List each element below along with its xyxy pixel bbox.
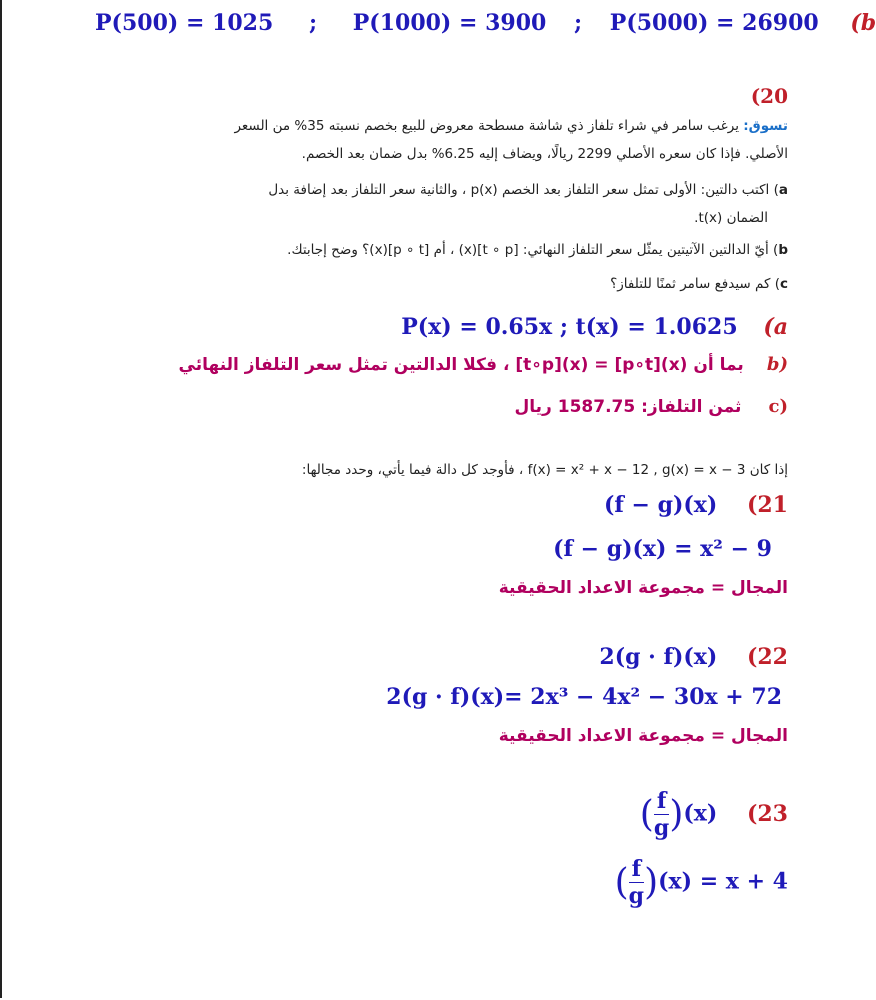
question-number-22: (22 — [746, 644, 788, 670]
part-c-text: كم سيدفع سامر ثمنًا للتلفاز؟ — [610, 276, 771, 292]
question-23-answer-rhs: (x) = x + 4 — [658, 868, 788, 895]
answer-c-text: ثمن التلفاز: 1587.75 ريال — [514, 397, 742, 417]
question-22-line — [599, 644, 788, 670]
question-21-line — [604, 492, 788, 518]
question-21-domain: المجال = مجموعة الاعداد الحقيقية — [498, 578, 788, 598]
question-23-arg: (x) — [683, 800, 718, 827]
question-number-23: (23 — [746, 800, 788, 827]
keyword-shopping: تسوق: — [743, 118, 788, 134]
part-b-text: أيّ الدالتين الآتيتين يمثّل سعر التلفاز النهائي: [t ∘ p](x) ، أم [p ∘ t](x)؟ وضح إجابتك. — [287, 242, 769, 258]
question-21-answer: (f − g)(x) = x² − 9 — [553, 536, 772, 562]
part-b-label: b — [778, 242, 788, 258]
answer-c-label: (c — [768, 396, 788, 417]
question-22-expr: 2(g · f)(x) — [599, 644, 718, 670]
p1000-value: P(1000) = 3900 — [352, 10, 547, 36]
question-23-line: ( $\frac{f}{g}$ )(x) (23 — [639, 788, 788, 841]
part-b-label: (b — [850, 10, 876, 36]
part-a-line-2: الضمان t(x). — [694, 210, 768, 226]
fraction-f-over-g — [654, 790, 669, 839]
part-a-label: a — [778, 182, 788, 198]
answer-b-text: بما أن (x)[p∘t] = (x)[t∘p] ، فكلا الدالتين تمثل سعر التلفاز النهائي — [178, 355, 744, 375]
q20b-values-line — [95, 10, 876, 36]
question-23-answer: ( $\frac{f}{g}$ )(x) = x + 4 — [614, 856, 788, 909]
question-21-expr: (f − g)(x) — [603, 492, 718, 518]
problem-line-1 — [8, 118, 788, 134]
answer-b-label: (b — [766, 354, 788, 375]
problem-line-2: الأصلي. فإذا كان سعره الأصلي 2299 ريالًا، ويضاف إليه 6.25% بدل ضمان بعد الخصم. — [301, 146, 788, 162]
separator: ; — [574, 10, 583, 36]
part-c-label: c — [779, 276, 788, 292]
answer-a-formula: P(x) = 0.65x ; t(x) = 1.0625 — [401, 314, 738, 340]
part-b-line: b) أيّ الدالتين الآتيتين يمثّل سعر التلفاز النهائي: [t ∘ p](x) ، أم [p ∘ t](x)؟ وضح إجابتك. — [287, 242, 788, 258]
answer-fraction-f-over-g — [629, 858, 644, 907]
intro-21-23: إذا كان f(x) = x² + x − 12 , g(x) = x − 3 ، فأوجد كل دالة فيما يأتي، وحدد مجالها: — [301, 462, 788, 478]
fraction-numerator: f — [654, 790, 669, 815]
answer-fraction-denominator: g — [628, 883, 645, 909]
answer-a-label: (a — [763, 314, 788, 340]
answer-b-line — [179, 354, 788, 375]
part-a-text-1: اكتب دالتين: الأولى تمثل سعر التلفاز بعد الخصم p(x) ، والثانية سعر التلفاز بعد إضافة بدل — [268, 182, 770, 198]
question-number-21: (21 — [746, 492, 788, 518]
p500-value: P(500) = 1025 — [95, 10, 274, 36]
question-number-20: (20 — [750, 84, 788, 108]
separator: ; — [308, 10, 318, 36]
fraction-denominator: g — [653, 815, 670, 841]
question-22-answer: 2(g · f)(x)= 2x³ − 4x² − 30x + 72 — [386, 684, 782, 710]
answer-c-line — [515, 396, 788, 417]
p5000-value: P(5000) = 26900 — [609, 10, 819, 36]
part-c-line: c) كم سيدفع سامر ثمنًا للتلفاز؟ — [610, 276, 788, 292]
part-a-line-1: a) اكتب دالتين: الأولى تمثل سعر التلفاز بعد الخصم p(x) ، والثانية سعر التلفاز بعد إضافة بدل — [268, 182, 788, 198]
answer-a-line — [401, 314, 788, 340]
question-22-domain: المجال = مجموعة الاعداد الحقيقية — [498, 726, 788, 746]
answer-fraction-numerator: f — [629, 858, 644, 883]
problem-text-1: يرغب سامر في شراء تلفاز ذي شاشة مسطحة معروض للبيع بخصم نسبته 35% من السعر — [234, 118, 739, 134]
